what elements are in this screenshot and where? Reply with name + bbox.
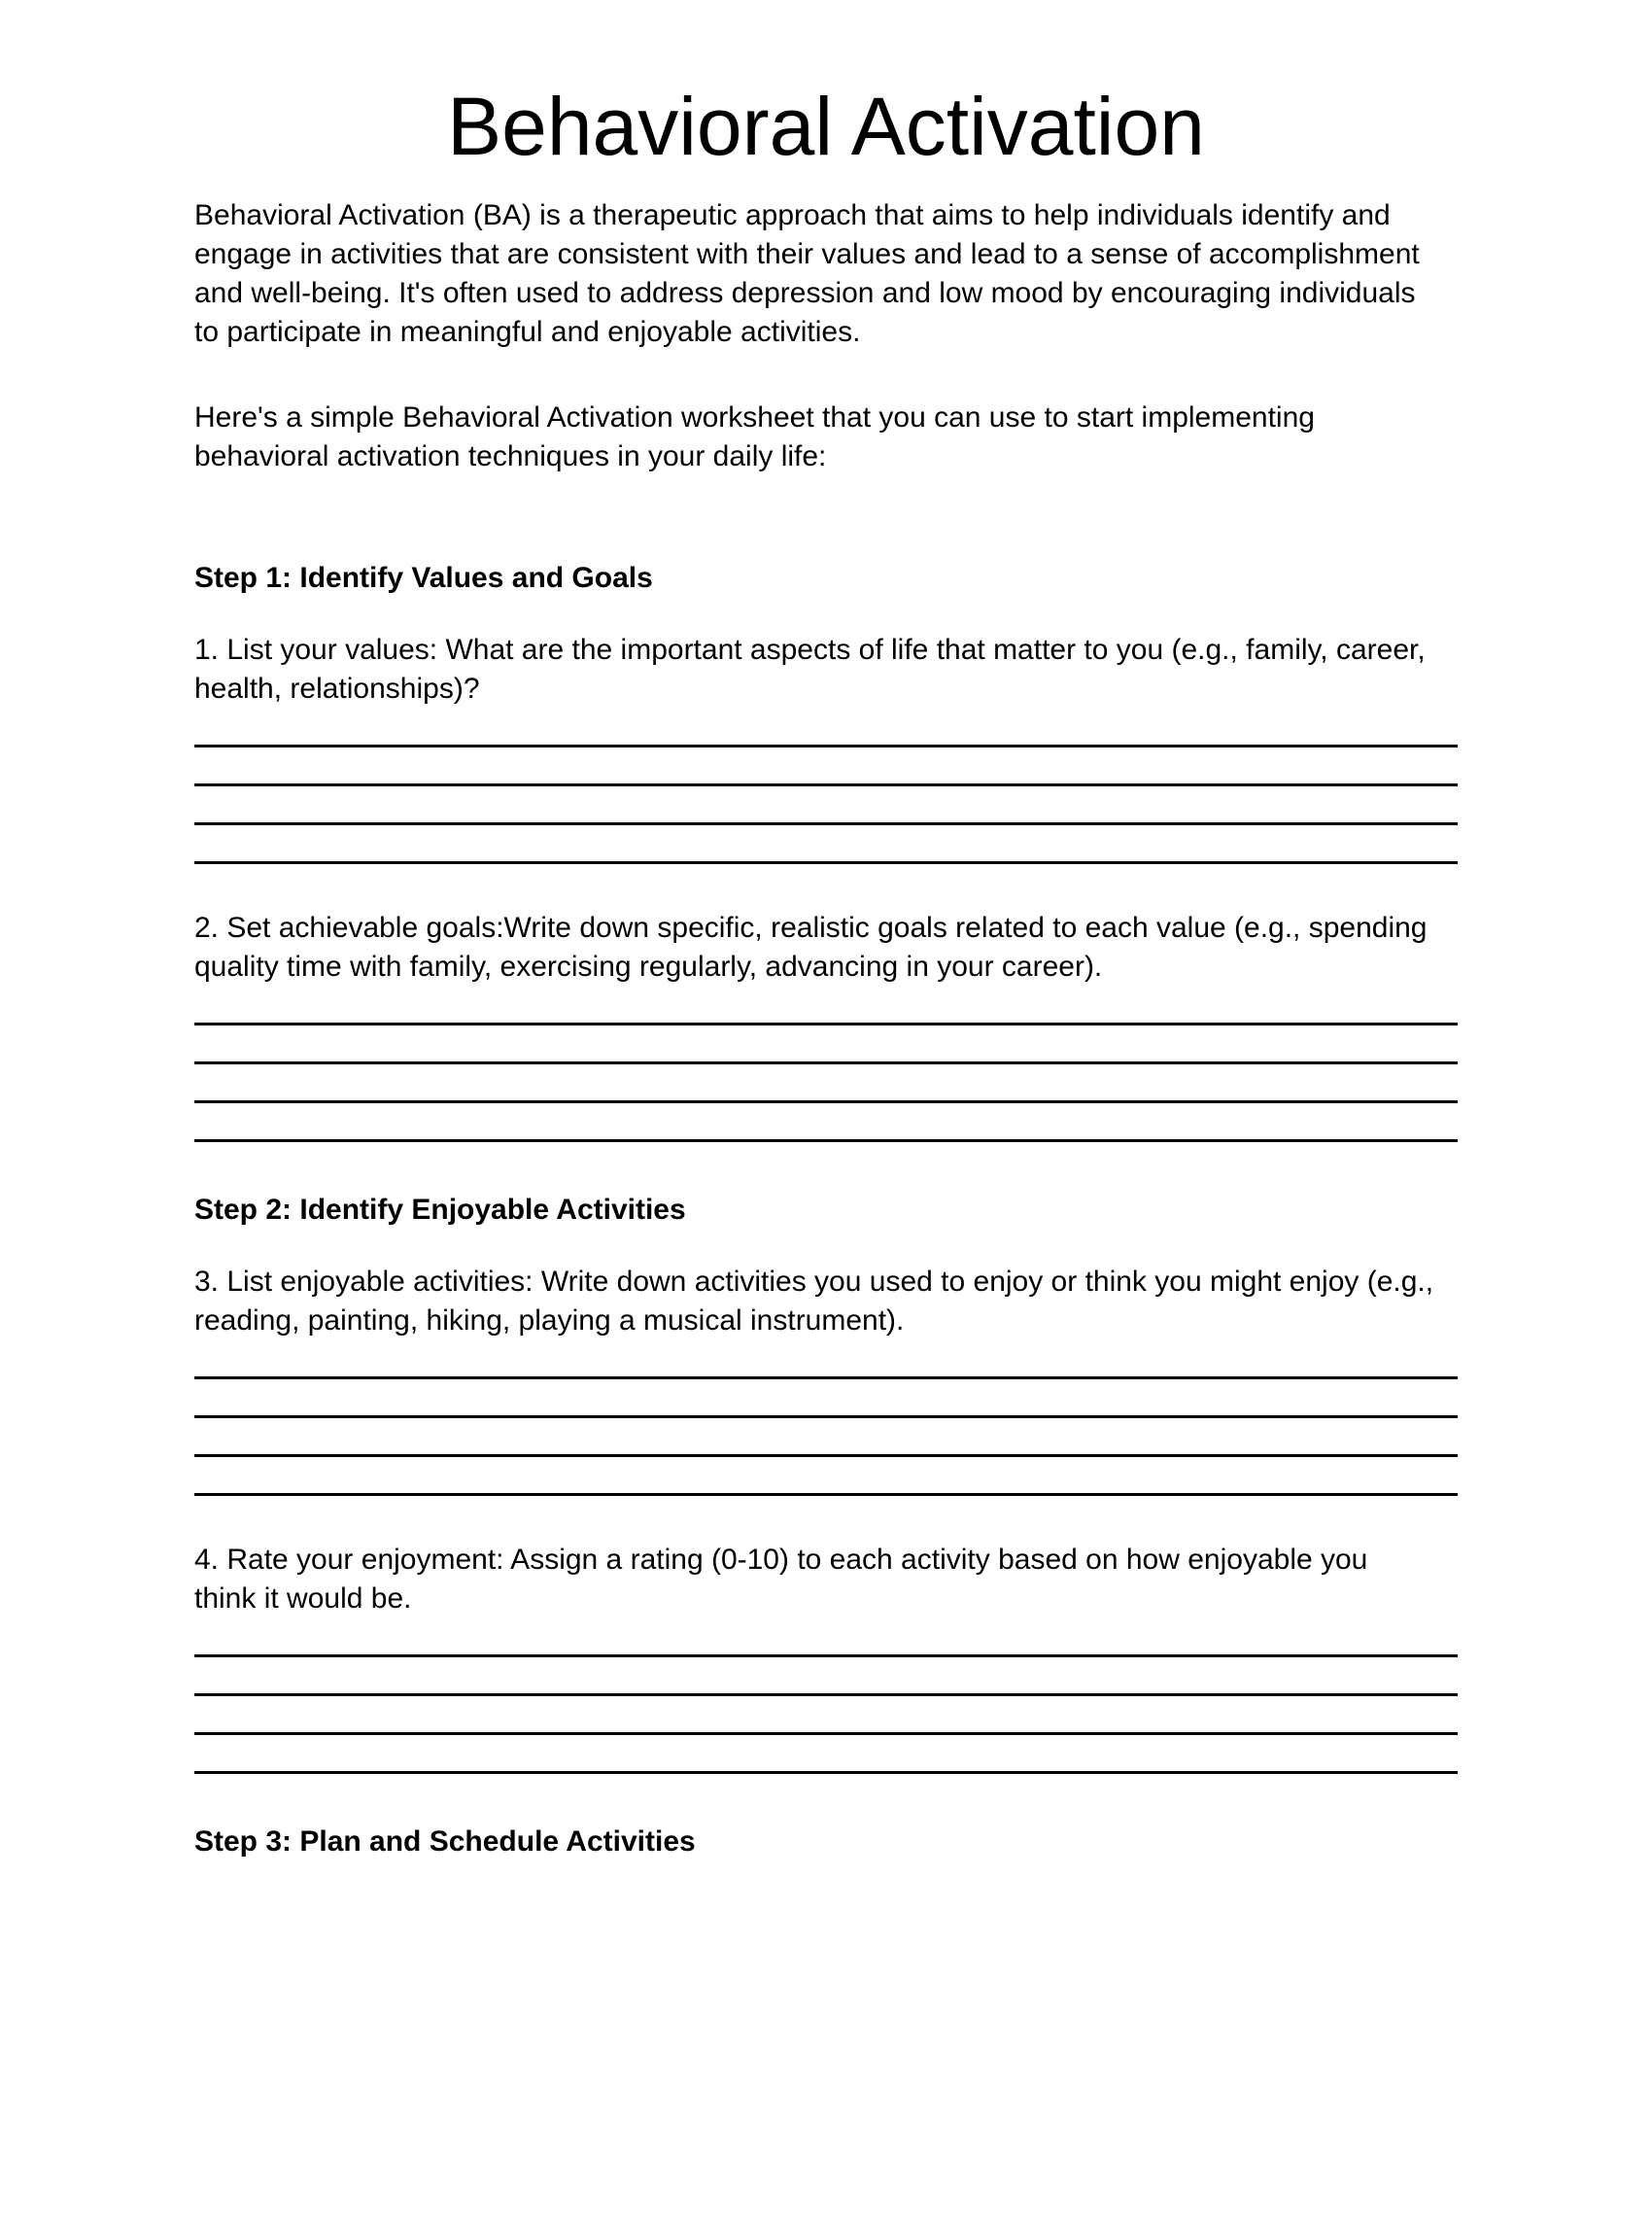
answer-line[interactable]	[194, 1025, 1458, 1064]
answer-line[interactable]	[194, 1457, 1458, 1496]
step-2-heading: Step 2: Identify Enjoyable Activities	[194, 1194, 686, 1226]
paragraph-line: 1. List your values: What are the important aspects of life that matter to you (e.g., family, career,	[194, 634, 1426, 666]
step-3-heading: Step 3: Plan and Schedule Activities	[194, 1825, 696, 1858]
paragraph-line: 4. Rate your enjoyment: Assign a rating (0-10) to each activity based on how enjoyable you	[194, 1544, 1368, 1576]
answer-line[interactable]	[194, 1340, 1458, 1379]
answer-line[interactable]	[194, 1418, 1458, 1457]
answer-line[interactable]	[194, 1103, 1458, 1142]
paragraph-line: behavioral activation techniques in your daily life:	[194, 440, 827, 472]
step-1-heading: Step 1: Identify Values and Goals	[194, 562, 653, 594]
answer-line[interactable]	[194, 786, 1458, 825]
paragraph-line: 3. List enjoyable activities: Write down activities you used to enjoy or think you might enjoy (e.g.,	[194, 1266, 1434, 1298]
paragraph-line: health, relationships)?	[194, 673, 480, 705]
question-3-answer-lines	[194, 1340, 1458, 1496]
answer-line[interactable]	[194, 1696, 1458, 1735]
answer-line[interactable]	[194, 1064, 1458, 1103]
answer-line[interactable]	[194, 1735, 1458, 1774]
lead-paragraph	[194, 399, 1458, 476]
question-4-block	[194, 1541, 1458, 1774]
question-2-prompt	[194, 909, 1458, 987]
question-3-block	[194, 1263, 1458, 1496]
question-1-answer-lines	[194, 709, 1458, 864]
paragraph-line: and well-being. It's often used to address depression and low mood by encouraging individuals	[194, 277, 1416, 309]
answer-line[interactable]	[194, 1379, 1458, 1418]
intro-paragraph	[194, 196, 1458, 352]
answer-line[interactable]	[194, 709, 1458, 747]
question-3-prompt	[194, 1263, 1458, 1340]
paragraph-line: think it would be.	[194, 1582, 412, 1615]
paragraph-line: engage in activities that are consistent with their values and lead to a sense of accomplishment	[194, 238, 1420, 270]
answer-line[interactable]	[194, 825, 1458, 864]
answer-line[interactable]	[194, 1657, 1458, 1696]
answer-line[interactable]	[194, 987, 1458, 1025]
question-1-prompt	[194, 631, 1458, 709]
paragraph-line: reading, painting, hiking, playing a musical instrument).	[194, 1304, 905, 1337]
paragraph-line: Here's a simple Behavioral Activation worksheet that you can use to start implementing	[194, 401, 1315, 434]
page-title: Behavioral Activation	[447, 81, 1205, 172]
section-step-2	[194, 1191, 1458, 1774]
section-step-1	[194, 559, 1458, 1142]
question-4-answer-lines	[194, 1618, 1458, 1774]
paragraph-line: quality time with family, exercising regularly, advancing in your career).	[194, 951, 1103, 983]
answer-line[interactable]	[194, 1618, 1458, 1657]
question-2-answer-lines	[194, 987, 1458, 1142]
answer-line[interactable]	[194, 747, 1458, 786]
paragraph-line: to participate in meaningful and enjoyable activities.	[194, 316, 861, 348]
paragraph-line: Behavioral Activation (BA) is a therapeutic approach that aims to help individuals identify and	[194, 199, 1391, 231]
worksheet-page	[0, 81, 1652, 2224]
section-step-3	[194, 1823, 1458, 1861]
question-1-block	[194, 631, 1458, 864]
question-2-block	[194, 909, 1458, 1142]
question-4-prompt	[194, 1541, 1458, 1618]
paragraph-line: 2. Set achievable goals:Write down specific, realistic goals related to each value (e.g., spending	[194, 912, 1428, 944]
